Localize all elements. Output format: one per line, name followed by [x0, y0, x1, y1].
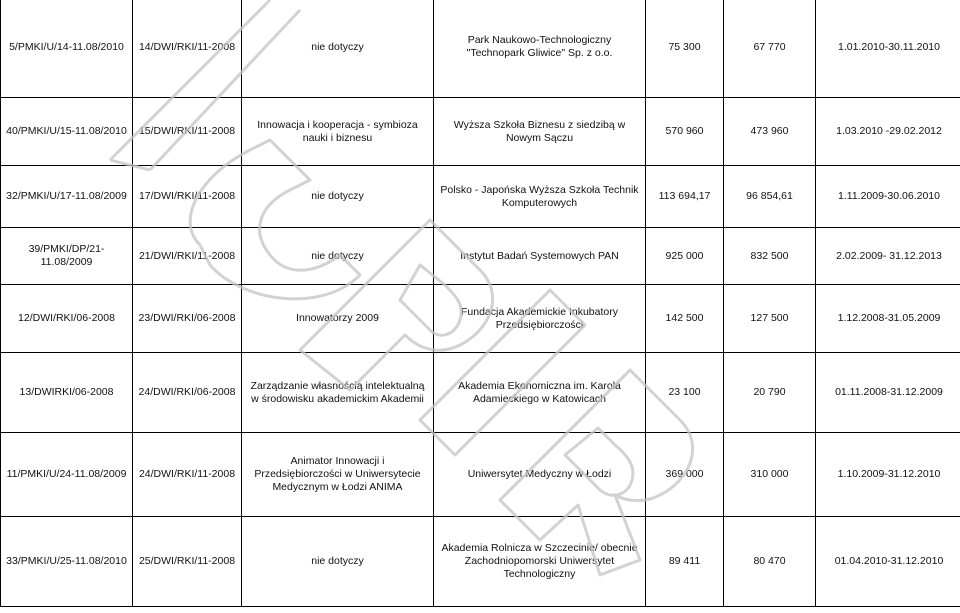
cell-amount-grant: 310 000	[724, 433, 816, 517]
cell-period: 1.12.2008-31.05.2009	[816, 285, 960, 353]
cell-agreement: 14/DWI/RKI/11-2008	[133, 0, 242, 98]
cell-number: 40/PMKI/U/15-11.08/2010	[1, 98, 133, 166]
cell-period: 1.03.2010 -29.02.2012	[816, 98, 960, 166]
cell-amount-grant: 832 500	[724, 228, 816, 285]
cell-amount-total: 570 960	[646, 98, 724, 166]
cell-amount-grant: 473 960	[724, 98, 816, 166]
cell-project: nie dotyczy	[242, 517, 434, 607]
table-row	[1, 228, 960, 285]
table-row	[1, 285, 960, 353]
cell-amount-grant: 80 470	[724, 517, 816, 607]
cell-institution: Wyższa Szkoła Biznesu z siedzibą w Nowym Sączu	[434, 98, 646, 166]
cell-amount-total: 369 000	[646, 433, 724, 517]
cell-period: 01.04.2010-31.12.2010	[816, 517, 960, 607]
cell-amount-grant: 20 790	[724, 353, 816, 433]
cell-institution: Akademia Ekonomiczna im. Karola Adamieckiego w Katowicach	[434, 353, 646, 433]
cell-amount-total: 23 100	[646, 353, 724, 433]
cell-amount-total: 113 694,17	[646, 166, 724, 228]
cell-number: 32/PMKI/U/17-11.08/2009	[1, 166, 133, 228]
cell-agreement: 17/DWI/RKI/11-2008	[133, 166, 242, 228]
cell-amount-grant: 96 854,61	[724, 166, 816, 228]
cell-project: nie dotyczy	[242, 166, 434, 228]
cell-agreement: 21/DWI/RKI/11-2008	[133, 228, 242, 285]
cell-agreement: 24/DWI/RKI/11-2008	[133, 433, 242, 517]
cell-amount-total: 89 411	[646, 517, 724, 607]
cell-project: Innowatorzy 2009	[242, 285, 434, 353]
cell-institution: Instytut Badań Systemowych PAN	[434, 228, 646, 285]
cell-institution: Polsko - Japońska Wyższa Szkoła Technik Komputerowych	[434, 166, 646, 228]
table-row	[1, 353, 960, 433]
cell-agreement: 15/DWI/RKI/11-2008	[133, 98, 242, 166]
cell-project: Innowacja i kooperacja - symbioza nauki i biznesu	[242, 98, 434, 166]
cell-agreement: 25/DWI/RKI/11-2008	[133, 517, 242, 607]
cell-period: 1.11.2009-30.06.2010	[816, 166, 960, 228]
cell-amount-grant: 67 770	[724, 0, 816, 98]
table-row	[1, 517, 960, 607]
table-row	[1, 166, 960, 228]
cell-period: 1.10.2009-31.12.2010	[816, 433, 960, 517]
cell-agreement: 24/DWI/RKI/06-2008	[133, 353, 242, 433]
cell-institution: Akademia Rolnicza w Szczecinie/ obecnie Zachodniopomorski Uniwersytet Technologiczny	[434, 517, 646, 607]
cell-amount-total: 925 000	[646, 228, 724, 285]
table-row	[1, 433, 960, 517]
cell-amount-total: 75 300	[646, 0, 724, 98]
cell-period: 01.11.2008-31.12.2009	[816, 353, 960, 433]
cell-project: nie dotyczy	[242, 0, 434, 98]
table-row	[1, 98, 960, 166]
cell-project: Animator Innowacji i Przedsiębiorczości w Uniwersytecie Medycznym w Łodzi ANIMA	[242, 433, 434, 517]
cell-number: 11/PMKI/U/24-11.08/2009	[1, 433, 133, 517]
cell-number: 13/DWIRKI/06-2008	[1, 353, 133, 433]
cell-institution: Fundacja Akademickie Inkubatory Przedsiębiorczości	[434, 285, 646, 353]
cell-period: 1.01.2010-30.11.2010	[816, 0, 960, 98]
cell-project: nie dotyczy	[242, 228, 434, 285]
cell-number: 33/PMKI/U/25-11.08/2010	[1, 517, 133, 607]
cell-agreement: 23/DWI/RKI/06-2008	[133, 285, 242, 353]
table-row	[1, 0, 960, 98]
cell-project: Zarządzanie własnością intelektualną w środowisku akademickim Akademii	[242, 353, 434, 433]
cell-number: 12/DWI/RKI/06-2008	[1, 285, 133, 353]
cell-number: 39/PMKI/DP/21-11.08/2009	[1, 228, 133, 285]
cell-period: 2.02.2009- 31.12.2013	[816, 228, 960, 285]
cell-institution: Uniwersytet Medyczny w Łodzi	[434, 433, 646, 517]
cell-institution: Park Naukowo-Technologiczny "Technopark Gliwice" Sp. z o.o.	[434, 0, 646, 98]
cell-number: 5/PMKI/U/14-11.08/2010	[1, 0, 133, 98]
cell-amount-total: 142 500	[646, 285, 724, 353]
cell-amount-grant: 127 500	[724, 285, 816, 353]
